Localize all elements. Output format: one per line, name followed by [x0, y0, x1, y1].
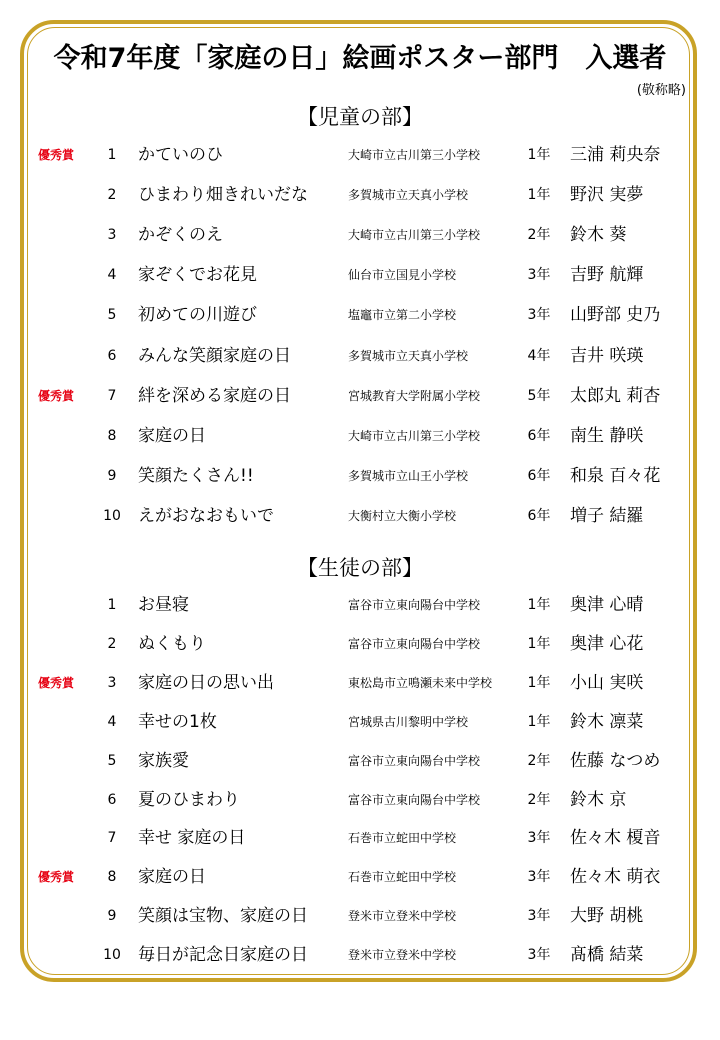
entry-number: 9 — [107, 467, 117, 484]
school-name: 宮城県古川黎明中学校 — [348, 714, 469, 729]
artist-name: 鈴木 凛菜 — [570, 711, 644, 732]
award-badge: 優秀賞 — [38, 675, 75, 690]
artist-name: 佐藤 なつめ — [570, 750, 661, 771]
table-row — [0, 785, 720, 815]
artist-name: 三浦 莉央奈 — [570, 145, 661, 165]
artwork-title: 家庭の日 — [138, 425, 206, 446]
grade: 3年 — [527, 267, 551, 284]
table-row — [0, 300, 720, 330]
entry-number: 5 — [107, 752, 117, 769]
artist-name: 奥津 心晴 — [570, 595, 644, 615]
table-row — [0, 260, 720, 290]
table-row — [0, 901, 720, 931]
entry-number: 8 — [107, 427, 117, 444]
artwork-title: 笑顔は宝物、家庭の日 — [138, 906, 308, 927]
school-name: 富谷市立東向陽台中学校 — [348, 598, 481, 612]
grade: 1年 — [527, 187, 551, 204]
honorific-note: (敬称略) — [636, 83, 686, 98]
grade: 3年 — [527, 869, 551, 886]
entry-number: 7 — [107, 387, 117, 404]
entry-number: 7 — [107, 830, 117, 847]
table-row — [0, 421, 720, 451]
entry-number: 10 — [103, 507, 121, 524]
table-row — [0, 220, 720, 250]
table-row — [0, 823, 720, 853]
school-name: 大崎市立古川第三小学校 — [348, 148, 481, 162]
school-name: 石巻市立蛇田中学校 — [348, 870, 457, 885]
artwork-title: みんな笑顔家庭の日 — [138, 345, 291, 366]
artwork-title: 絆を深める家庭の日 — [138, 385, 291, 406]
school-name: 多賀城市立天真小学校 — [348, 348, 469, 363]
school-name: 大崎市立古川第三小学校 — [348, 228, 481, 243]
artwork-title: かぞくのえ — [138, 225, 223, 246]
grade: 6年 — [527, 507, 551, 524]
artwork-title: 家族愛 — [138, 750, 189, 771]
artist-name: 南生 静咲 — [570, 425, 644, 446]
artist-name: 佐々木 萌衣 — [570, 867, 661, 888]
entry-number: 4 — [107, 713, 117, 730]
school-name: 登米市立登米中学校 — [348, 909, 457, 924]
grade: 1年 — [527, 674, 551, 691]
school-name: 多賀城市立天真小学校 — [348, 188, 469, 203]
grade: 1年 — [527, 713, 551, 730]
grade: 3年 — [527, 307, 551, 324]
entry-number: 3 — [107, 227, 117, 244]
school-name: 登米市立登米中学校 — [348, 948, 457, 963]
table-row — [0, 940, 720, 970]
artwork-title: えがおなおもいで — [138, 505, 274, 526]
artwork-title: かていのひ — [138, 145, 223, 165]
table-row — [0, 180, 720, 210]
artwork-title: 笑顔たくさん!! — [138, 465, 254, 486]
entry-number: 5 — [107, 307, 117, 324]
table-row — [0, 501, 720, 531]
table-row — [0, 140, 720, 170]
artist-name: 奥津 心花 — [570, 633, 644, 654]
school-name: 大崎市立古川第三小学校 — [348, 428, 481, 443]
table-row — [0, 461, 720, 491]
grade: 3年 — [527, 947, 551, 964]
grade: 5年 — [527, 387, 551, 404]
award-badge: 優秀賞 — [38, 870, 75, 885]
grade: 3年 — [527, 908, 551, 925]
entry-number: 6 — [107, 347, 117, 364]
artist-name: 吉野 航輝 — [570, 265, 644, 286]
artist-name: 大野 胡桃 — [570, 906, 644, 927]
grade: 6年 — [527, 467, 551, 484]
artist-name: 吉井 咲瑛 — [570, 345, 644, 366]
artwork-title: 家庭の日 — [138, 867, 206, 888]
grade: 1年 — [527, 635, 551, 652]
artist-name: 増子 結羅 — [570, 505, 644, 526]
page-title: 令和7年度「家庭の日」絵画ポスター部門 入選者 — [53, 43, 667, 74]
school-name: 富谷市立東向陽台中学校 — [348, 792, 481, 807]
artist-name: 髙橋 結菜 — [570, 945, 644, 966]
grade: 1年 — [527, 597, 551, 613]
table-row — [0, 862, 720, 892]
table-row — [0, 668, 720, 698]
entry-number: 8 — [107, 869, 117, 886]
entry-number: 4 — [107, 267, 117, 284]
section-heading-elementary: 【児童の部】 — [297, 105, 423, 129]
table-row — [0, 341, 720, 371]
artwork-title: 初めての川遊び — [138, 305, 257, 326]
artwork-title: ひまわり畑きれいだな — [138, 185, 308, 206]
artwork-title: 夏のひまわり — [138, 789, 240, 810]
grade: 1年 — [527, 147, 551, 163]
school-name: 塩竈市立第二小学校 — [348, 308, 457, 323]
school-name: 石巻市立蛇田中学校 — [348, 831, 457, 846]
school-name: 多賀城市立山王小学校 — [348, 468, 469, 483]
school-name: 宮城教育大学附属小学校 — [348, 388, 481, 403]
entry-number: 10 — [103, 947, 121, 964]
artist-name: 小山 実咲 — [570, 672, 644, 693]
artwork-title: 毎日が記念日家庭の日 — [138, 945, 308, 966]
award-badge: 優秀賞 — [38, 148, 75, 162]
school-name: 東松島市立鳴瀬未来中学校 — [348, 675, 493, 690]
artist-name: 和泉 百々花 — [570, 465, 661, 486]
table-row — [0, 746, 720, 776]
artist-name: 鈴木 京 — [570, 789, 627, 810]
grade: 2年 — [527, 227, 551, 244]
entry-number: 6 — [107, 791, 117, 808]
artist-name: 野沢 実夢 — [570, 185, 644, 206]
table-row — [0, 629, 720, 659]
school-name: 大衡村立大衡小学校 — [348, 508, 457, 523]
section-heading-junior-high: 【生徒の部】 — [297, 556, 423, 580]
artist-name: 佐々木 榎音 — [570, 828, 661, 849]
grade: 6年 — [527, 427, 551, 444]
grade: 3年 — [527, 830, 551, 847]
entry-number: 2 — [107, 635, 117, 652]
grade: 2年 — [527, 752, 551, 769]
award-badge: 優秀賞 — [38, 388, 75, 403]
artist-name: 鈴木 葵 — [570, 225, 627, 246]
entry-number: 1 — [107, 597, 117, 613]
artwork-title: 家庭の日の思い出 — [138, 672, 274, 693]
entry-number: 9 — [107, 908, 117, 925]
school-name: 富谷市立東向陽台中学校 — [348, 753, 481, 768]
entry-number: 3 — [107, 674, 117, 691]
artwork-title: お昼寝 — [138, 595, 189, 615]
artist-name: 山野部 史乃 — [570, 305, 661, 326]
grade: 4年 — [527, 347, 551, 364]
artwork-title: ぬくもり — [138, 633, 206, 654]
school-name: 富谷市立東向陽台中学校 — [348, 636, 481, 651]
artwork-title: 家ぞくでお花見 — [138, 265, 257, 286]
school-name: 仙台市立国見小学校 — [348, 268, 457, 283]
artwork-title: 幸せの1枚 — [138, 711, 217, 732]
table-row — [0, 381, 720, 411]
grade: 2年 — [527, 791, 551, 808]
table-row — [0, 707, 720, 737]
artwork-title: 幸せ 家庭の日 — [138, 828, 246, 849]
entry-number: 2 — [107, 187, 117, 204]
entry-number: 1 — [107, 147, 117, 163]
artist-name: 太郎丸 莉杏 — [570, 385, 661, 406]
table-row — [0, 590, 720, 620]
